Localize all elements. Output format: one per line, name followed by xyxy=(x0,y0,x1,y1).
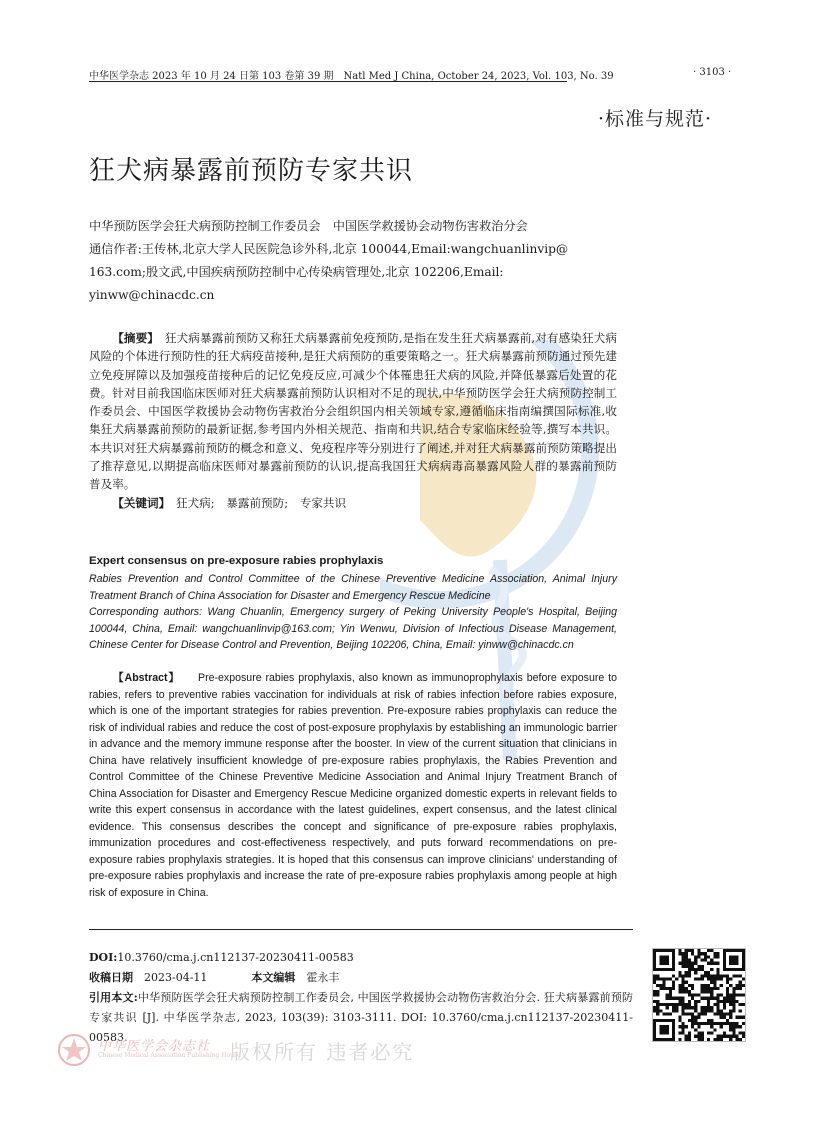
section-label: ·标准与规范· xyxy=(598,108,713,130)
page-number: · 3103 · xyxy=(693,67,732,78)
journal-header: 中华医学杂志 2023 年 10 月 24 日第 103 卷第 39 期 Natl Med J China, October 24, 2023, Vol. 103, No. 39 xyxy=(89,71,614,82)
en-authors-block xyxy=(89,571,617,654)
publisher-watermark-en: Chinese Medical Association Publishing House xyxy=(98,1052,241,1059)
doi-link[interactable]: 10.3760/cma.j.cn112137-20230411-00583 xyxy=(117,951,354,964)
cite-label: 引用本文: xyxy=(89,991,138,1004)
cn-abstract-text: 狂犬病暴露前预防又称狂犬病暴露前免疫预防,是指在发生狂犬病暴露前,对有感染狂犬病风险的个体进行预防性的狂犬病疫苗接种,是狂犬病预防的重要策略之一。狂犬病暴露前预防通过预先建立免疫屏障以及加强疫苗接种后的记忆免疫反应,可减少个体罹患狂犬病的风险,并降低暴露后处置的花费。针对目前我国临床医师对狂犬病暴露前预防认识相对不足的现状,中华预防医学会狂犬病预防控制工作委员会、中国医学救援协会动物伤害救治分会组织国内相关领域专家,遵循临床指南编撰国际标准,收集狂犬病暴露前预防的最新证据,参考国内外相关规范、指南和共识,结合专家临床经验等,撰写本共识。本共识对狂犬病暴露前预防的概念和意义、免疫程序等分别进行了阐述,并对狂犬病暴露前预防策略提出了推荐意见,以期提高临床医师对暴露前预防的认识,提高我国狂犬病病毒高暴露风险人群的暴露前预防普及率。 xyxy=(89,331,617,492)
citation-text: 中华预防医学会狂犬病预防控制工作委员会, 中国医学救援协会动物伤害救治分会. 狂犬病暴露前预防专家共识 [J]. 中华医学杂志, 2023, 103(39): 3103-3111. DOI: 10.3760/cma.j.cn112137-20230411-00583. xyxy=(89,991,634,1044)
cn-author-line: 通信作者:王传林,北京大学人民医院急诊外科,北京 100044,Email:wangchuanlinvip@ xyxy=(89,242,569,256)
en-title: Expert consensus on pre-exposure rabies prophylaxis xyxy=(89,555,384,567)
editor-name: 霍永丰 xyxy=(306,971,340,984)
qr-code-icon[interactable] xyxy=(652,948,746,1042)
publisher-logo-icon xyxy=(57,1033,91,1067)
cn-abstract-label: 【摘要】 xyxy=(112,331,154,345)
cn-keywords: 狂犬病; 暴露前预防; 专家共识 xyxy=(175,495,347,510)
article-footer xyxy=(89,948,633,1048)
received-date: 2023-04-11 xyxy=(144,971,208,984)
en-abstract-label: 【Abstract】 xyxy=(113,672,181,684)
cn-keywords-label: 【关键词】 xyxy=(112,495,165,510)
publisher-watermark: 中华医学会杂志社 xyxy=(98,1039,211,1054)
en-authors: Rabies Prevention and Control Committee of the Chinese Preventive Medicine Association, Animal Injury Treatment Branch of China Association for Disaster and Emergency Rescue Medicine xyxy=(89,573,617,602)
cn-author-line: yinww@chinacdc.cn xyxy=(89,288,215,302)
cn-authors xyxy=(89,215,617,307)
cn-abstract xyxy=(89,329,617,512)
copyright-watermark: 版权所有 违者必究 xyxy=(230,1040,415,1064)
cn-author-line: 163.com;殷文武,中国疾病预防控制中心传染病管理处,北京 102206,Email: xyxy=(89,265,504,279)
doi-label: DOI: xyxy=(89,951,118,964)
article-title: 狂犬病暴露前预防专家共识 xyxy=(89,156,414,186)
editor-label: 本文编辑 xyxy=(251,971,296,984)
en-corresponding: Corresponding authors: Wang Chuanlin, Emergency surgery of Peking University People's Hospital, Beijing 100044, China, Email: wangchuanlinvip@163.com; Yin Wenwu, Division of Infectious Disease Management, Chinese Center for Disease Control and Prevention, Beijing 102206, China, Email: yinww@chinacdc.cn xyxy=(89,606,617,651)
en-abstract-text: Pre-exposure rabies prophylaxis, also known as immunoprophylaxis before exposure to rabies, refers to preventive rabies vaccination for individuals at risk of rabies infection before rabies exposure, which is one of the important strategies for rabies prevention. Pre-exposure rabies prophylaxis can reduce the risk of individual rabies and reduce the cost of post-exposure prophylaxis by establishing an immunologic barrier in advance and the memory immune response after the booster. In view of the current situation that clinicians in China have relatively insufficient knowledge of pre-exposure rabies prophylaxis, the Rabies Prevention and Control Committee of the Chinese Preventive Medicine Association and Animal Injury Treatment Branch of China Association for Disaster and Emergency Rescue Medicine organized domestic experts in relevant fields to write this expert consensus in accordance with the latest guidelines, expert consensus, and the latest clinical evidence. This consensus describes the concept and significance of pre-exposure rabies prophylaxis, immunization procedures and cost-effectiveness respectively, and puts forward recommendations on pre-exposure rabies prophylaxis strategies. It is hoped that this consensus can improve clinicians' understanding of pre-exposure rabies prophylaxis and increase the rate of pre-exposure rabies prophylaxis among people at high risk of exposure in China. xyxy=(89,672,617,899)
received-label: 收稿日期 xyxy=(89,971,133,984)
cn-author-line: 中华预防医学会狂犬病预防控制工作委员会 中国医学救援协会动物伤害救治分会 xyxy=(89,219,528,233)
en-abstract xyxy=(89,670,617,901)
header-rule xyxy=(89,81,567,82)
footer-rule xyxy=(89,929,633,930)
